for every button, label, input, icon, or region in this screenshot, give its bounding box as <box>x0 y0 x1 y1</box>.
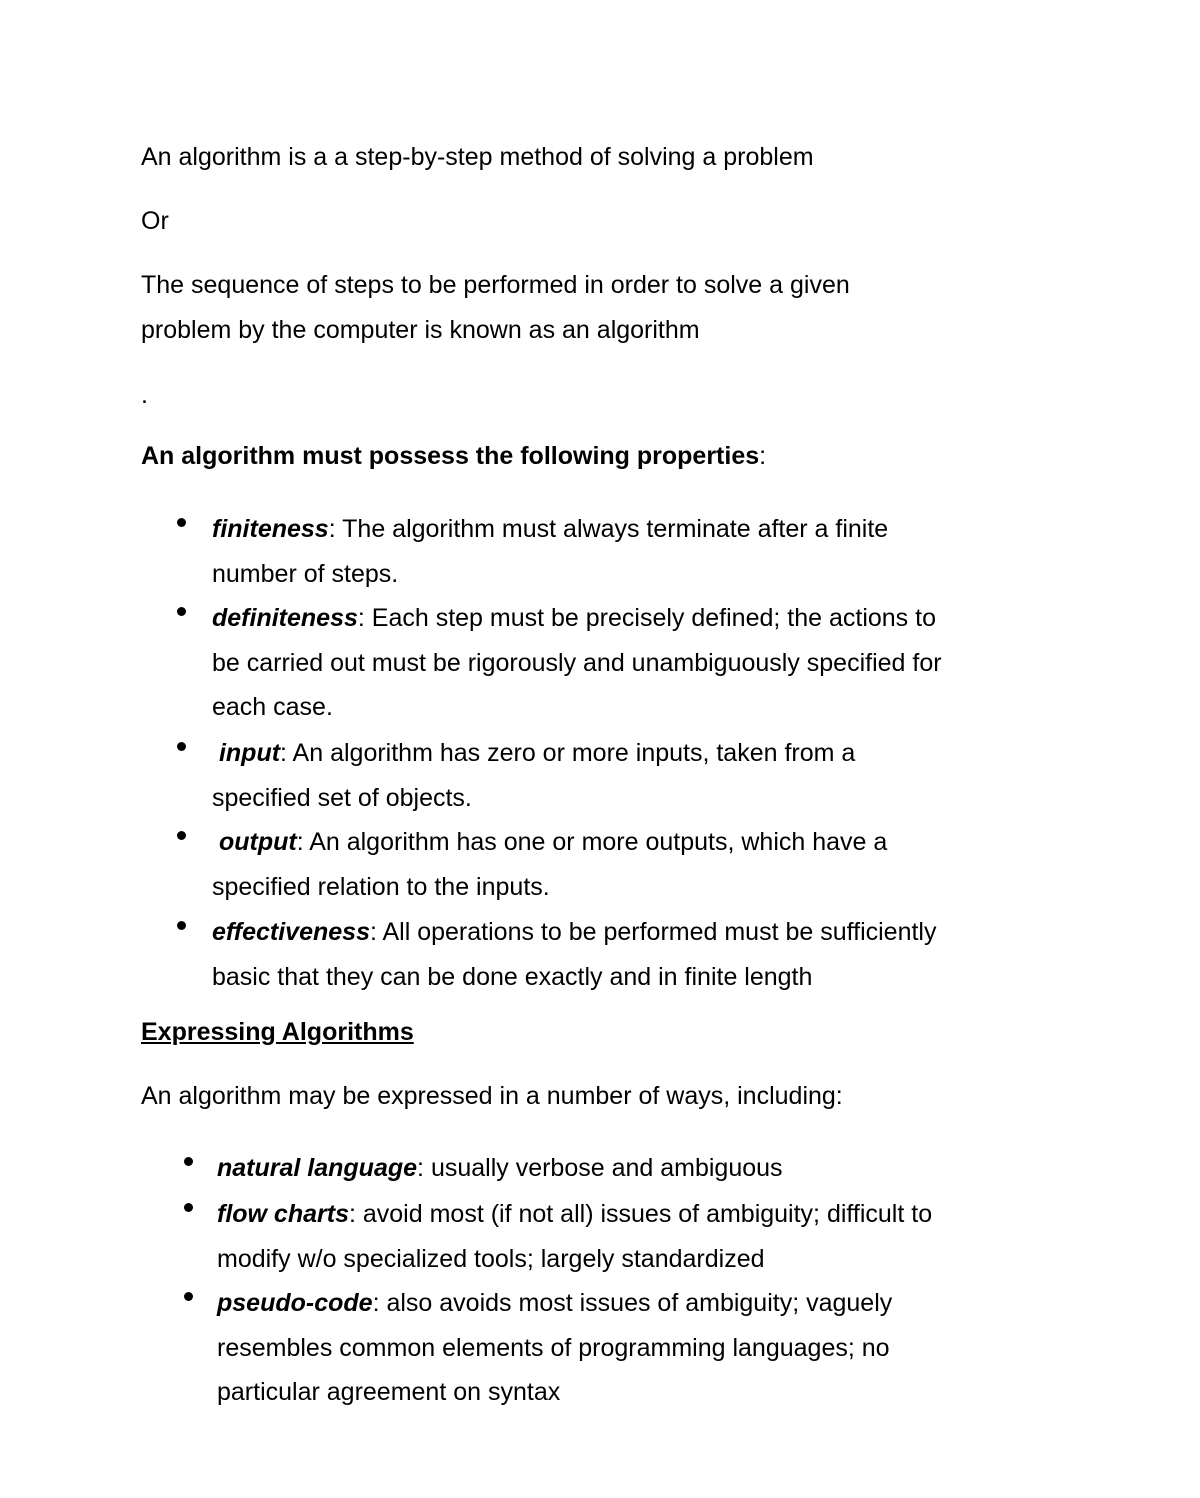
method-desc-line2: resembles common elements of programming languages; no <box>217 1333 890 1362</box>
property-desc: : An algorithm has zero or more inputs, taken from a <box>280 739 856 767</box>
method-desc-line3: particular agreement on syntax <box>217 1378 561 1406</box>
property-term: definiteness <box>212 604 358 632</box>
property-desc: : The algorithm must always terminate after a finite <box>328 515 889 543</box>
bullet-icon <box>177 742 186 751</box>
alt-definition-line-1: The sequence of steps to be performed in order to solve a given <box>141 271 850 299</box>
property-term: effectiveness <box>212 918 370 946</box>
bullet-icon <box>184 1157 193 1166</box>
property-desc: : Each step must be precisely defined; the actions to <box>357 604 936 632</box>
or-text: Or <box>141 207 169 235</box>
bullet-icon <box>177 518 186 527</box>
property-desc-line2: basic that they can be done exactly and in finite length <box>212 962 813 991</box>
method-desc: : also avoids most issues of ambiguity; vaguely <box>372 1289 893 1317</box>
expressing-intro: An algorithm may be expressed in a number of ways, including: <box>141 1082 843 1110</box>
method-desc: : avoid most (if not all) issues of ambiguity; difficult to <box>348 1200 933 1228</box>
property-desc-line3: each case. <box>212 693 333 721</box>
expressing-heading: Expressing Algorithms <box>141 1018 414 1046</box>
method-term: pseudo-code <box>217 1289 373 1317</box>
alt-definition-line-2: problem by the computer is known as an algorithm <box>141 316 700 344</box>
property-desc-line2: number of steps. <box>212 559 399 588</box>
definition-text: An algorithm is a a step-by-step method of solving a problem <box>141 143 814 171</box>
bullet-icon <box>184 1203 193 1212</box>
bullet-icon <box>184 1292 193 1301</box>
method-term: flow charts <box>217 1200 349 1228</box>
property-term: finiteness <box>212 515 329 543</box>
dot-text: . <box>141 381 148 409</box>
property-term: output <box>218 828 297 856</box>
property-desc-line2: specified set of objects. <box>212 783 472 812</box>
property-term: input <box>218 739 281 767</box>
properties-heading <box>141 441 766 471</box>
bullet-icon <box>177 831 186 840</box>
property-desc-line2: be carried out must be rigorously and unambiguously specified for <box>212 648 942 677</box>
property-desc: : An algorithm has one or more outputs, which have a <box>296 828 888 856</box>
properties-heading-colon: : <box>759 442 767 470</box>
method-desc: : usually verbose and ambiguous <box>417 1154 783 1182</box>
property-desc: : All operations to be performed must be sufficiently <box>369 918 937 946</box>
method-desc-line2: modify w/o specialized tools; largely standardized <box>217 1244 765 1273</box>
bullet-icon <box>177 607 186 616</box>
property-desc-line2: specified relation to the inputs. <box>212 872 550 901</box>
bullet-icon <box>177 921 186 930</box>
method-term: natural language <box>217 1154 418 1182</box>
properties-heading-text: An algorithm must possess the following properties <box>141 442 760 470</box>
